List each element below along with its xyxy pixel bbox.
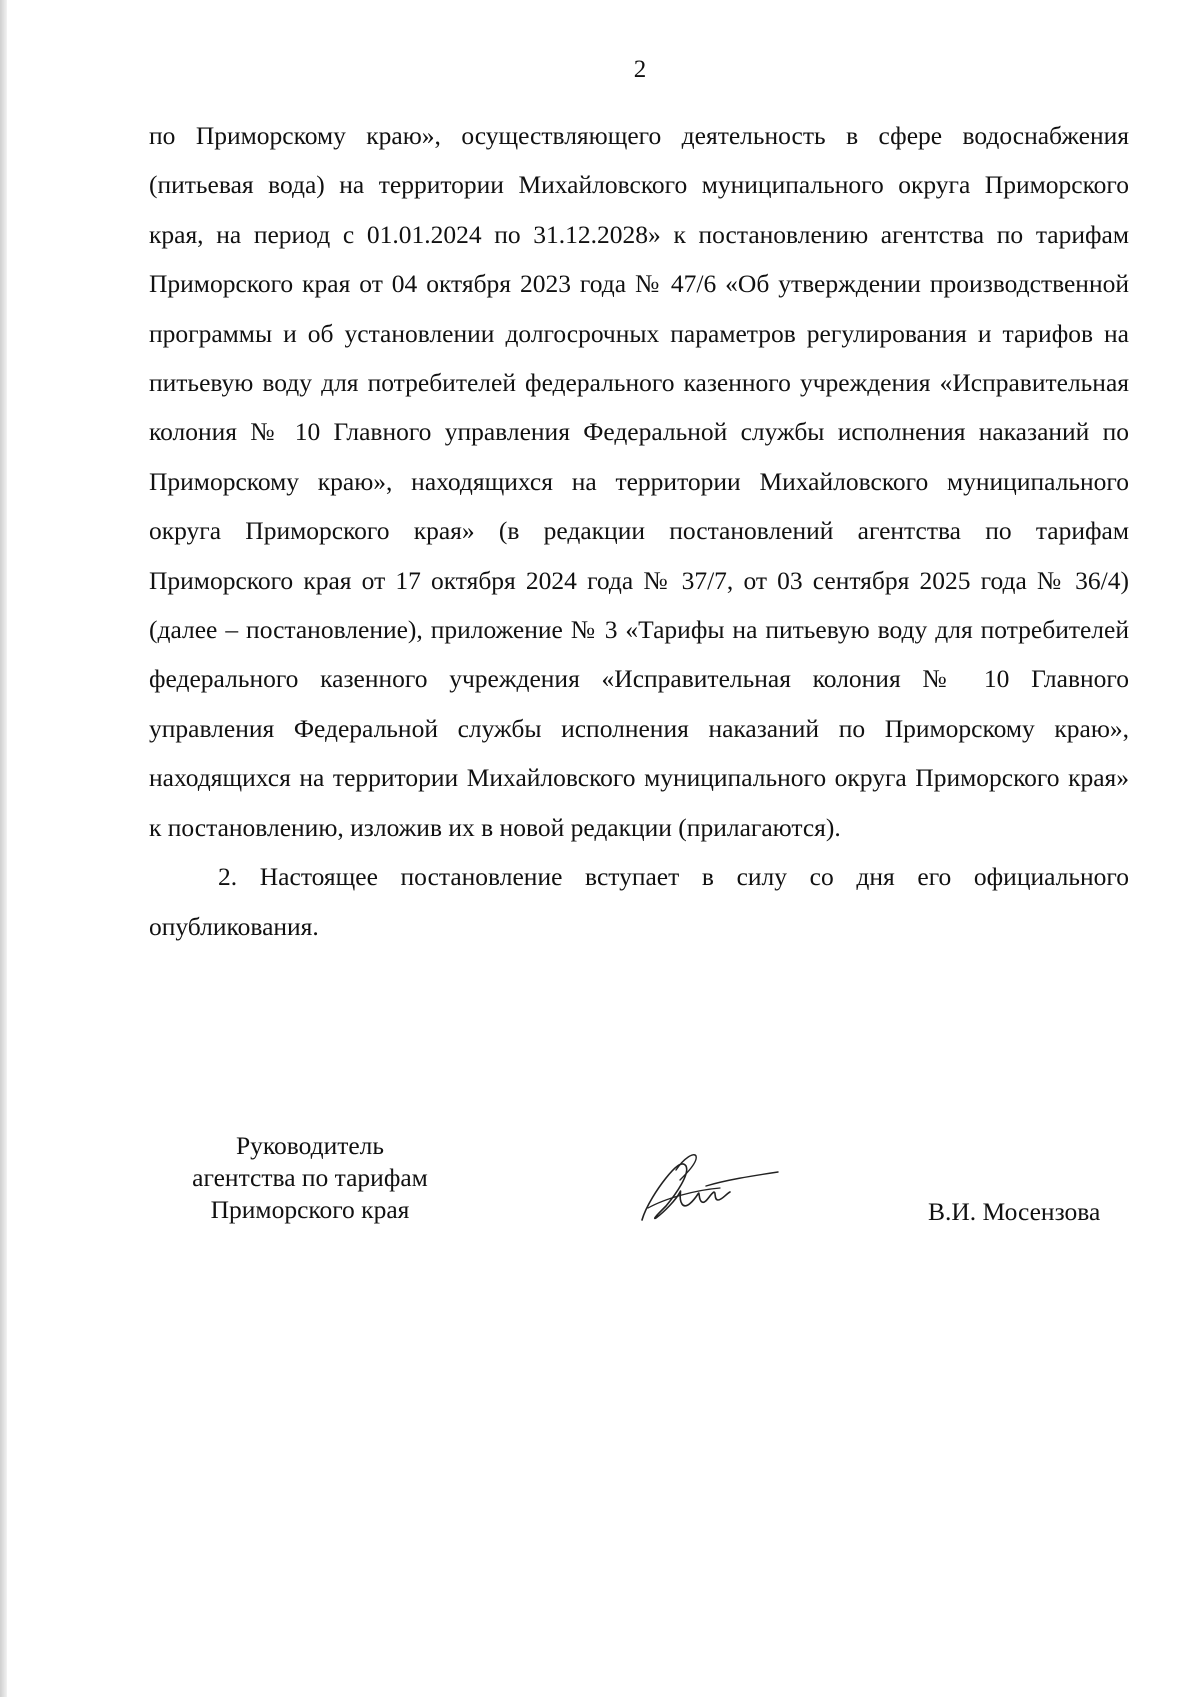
- scan-edge-shadow: [0, 0, 7, 1697]
- paragraph-continuation: по Приморскому краю», осуществляющего деятельность в сфере водоснабжения (питьевая вода) на территории Михайловского муниципального округа Приморского края, на период с 01.01.2024 по 31.12.2028» к постановлению агентства по тарифам Приморского края от 04 октября 2023 года № 47/6 «Об утверждении производственной программы и об установлении долгосрочных параметров регулирования и тарифов на питьевую воду для потребителей федерального казенного учреждения «Исправительная колония № 10 Главного управления Федеральной службы исполнения наказаний по Приморскому краю», находящихся на территории Михайловского муниципального округа Приморского края» (в редакции постановлений агентства по тарифам Приморского края от 17 октября 2024 года № 37/7, от 03 сентября 2025 года № 36/4) (далее – постановление), приложение № 3 «Тарифы на питьевую воду для потребителей федерального казенного учреждения «Исправительная колония № 10 Главного управления Федеральной службы исполнения наказаний по Приморскому краю», находящихся на территории Михайловского муниципального округа Приморского края» к постановлению, изложив их в новой редакции (прилагаются).: [149, 121, 1129, 842]
- signatory-position-line-1: Руководитель: [235, 1131, 385, 1160]
- paragraph-effective-date: 2. Настоящее постановление вступает в силу со дня его официального опубликования.: [149, 862, 1129, 941]
- signatory-position: [150, 1130, 470, 1226]
- signatory-position-line-3: Приморского края: [210, 1195, 410, 1224]
- signatory-position-line-2: агентства по тарифам: [192, 1163, 428, 1192]
- handwritten-signature: [636, 1148, 786, 1228]
- page-number: 2: [633, 56, 647, 83]
- document-body: [149, 111, 1129, 951]
- signatory-name: В.И. Мосензова: [928, 1197, 1101, 1226]
